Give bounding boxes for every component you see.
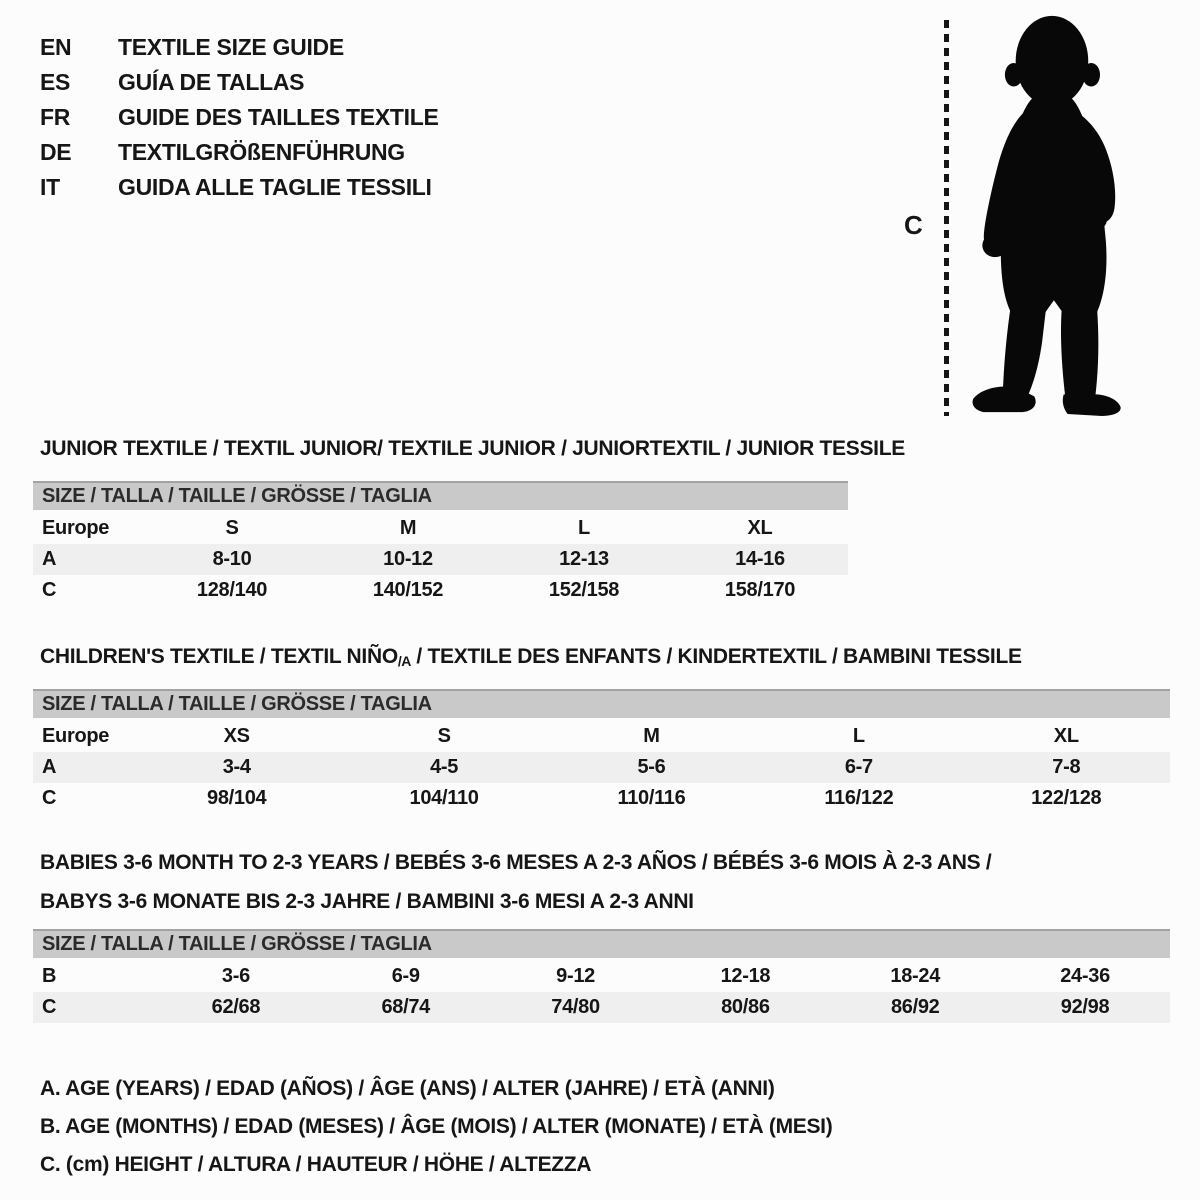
height-measure-dashed-line (944, 20, 949, 416)
table-row (33, 992, 1170, 1023)
table-row (33, 544, 848, 575)
section-title-junior: JUNIOR TEXTILE / TEXTIL JUNIOR/ TEXTILE JUNIOR / JUNIORTEXTIL / JUNIOR TESSILE (40, 437, 905, 460)
table-row (33, 961, 1170, 992)
table-cell: 10-12 (320, 544, 496, 575)
section-title-children (40, 645, 1022, 669)
table-cell: L (578, 517, 590, 539)
table-cell: 18-24 (890, 965, 941, 987)
table-cell: 62/68 (151, 992, 321, 1023)
table-cell: XL (747, 517, 773, 539)
section-title-children-main: CHILDREN'S TEXTILE / TEXTIL NIÑO (40, 645, 398, 668)
table-row (33, 752, 1170, 783)
language-row-en (40, 30, 439, 65)
table-cell: 6-9 (391, 965, 420, 987)
table-cell: A (33, 752, 133, 783)
table-cell: 24-36 (1060, 965, 1110, 987)
babies-size-table (33, 929, 1170, 1023)
table-cell: M (643, 725, 660, 747)
table-cell: C (42, 579, 57, 601)
table-cell: XS (223, 725, 250, 747)
guide-title: TEXTILE SIZE GUIDE (118, 34, 344, 60)
table-cell: 122/128 (1031, 787, 1102, 809)
table-cell: S (225, 517, 239, 539)
section-title-children-rest: / TEXTILE DES ENFANTS / KINDERTEXTIL / BAMBINI TESSILE (410, 645, 1022, 668)
language-row-es (40, 65, 439, 100)
table-cell: XL (1053, 725, 1079, 747)
table-cell: 128/140 (196, 579, 268, 601)
legend-line-a: A. AGE (YEARS) / EDAD (AÑOS) / ÂGE (ANS) / ALTER (JAHRE) / ETÀ (ANNI) (40, 1077, 775, 1100)
size-header-bar (33, 481, 848, 513)
table-cell: 104/110 (409, 787, 479, 809)
language-title-list (40, 30, 439, 205)
legend-line-b: B. AGE (MONTHS) / EDAD (MESES) / ÂGE (MOIS) / ALTER (MONATE) / ETÀ (MESI) (40, 1115, 833, 1138)
table-cell: 98/104 (207, 787, 267, 809)
size-header-label: SIZE / TALLA / TAILLE / GRÖSSE / TAGLIA (33, 929, 1170, 961)
height-measure-label: C (904, 210, 923, 240)
table-cell: 140/152 (372, 579, 444, 601)
table-cell: 8-10 (144, 544, 320, 575)
table-cell: Europe (42, 725, 110, 747)
toddler-silhouette-image (964, 12, 1136, 416)
size-header-label: SIZE / TALLA / TAILLE / GRÖSSE / TAGLIA (33, 689, 1170, 721)
table-row (33, 721, 1170, 752)
table-cell: 152/158 (548, 579, 620, 601)
size-header-bar (33, 929, 1170, 961)
language-code: IT (40, 174, 60, 200)
table-cell: 110/116 (617, 787, 686, 809)
table-cell: L (852, 725, 865, 747)
language-row-fr (40, 100, 439, 135)
table-cell: 92/98 (1000, 992, 1170, 1023)
table-cell: S (437, 725, 451, 747)
table-cell: A (33, 544, 144, 575)
table-cell: Europe (42, 517, 110, 539)
children-size-table (33, 689, 1170, 814)
table-cell: C (33, 992, 151, 1023)
section-title-babies-line1: BABIES 3-6 MONTH TO 2-3 YEARS / BEBÉS 3-6 MESES A 2-3 AÑOS / BÉBÉS 3-6 MOIS À 2-3 ANS / (40, 851, 992, 874)
table-cell: 80/86 (660, 992, 830, 1023)
legend-line-c: C. (cm) HEIGHT / ALTURA / HAUTEUR / HÖHE / ALTEZZA (40, 1153, 592, 1176)
table-cell: 116/122 (824, 787, 894, 809)
table-cell: 68/74 (321, 992, 491, 1023)
language-row-it (40, 170, 439, 205)
size-header-bar (33, 689, 1170, 721)
guide-title: GUIDA ALLE TAGLIE TESSILI (118, 174, 432, 200)
table-cell: 4-5 (340, 752, 547, 783)
section-title-babies-line2: BABYS 3-6 MONATE BIS 2-3 JAHRE / BAMBINI 3-6 MESI A 2-3 ANNI (40, 890, 694, 913)
section-title-babies (40, 843, 991, 921)
junior-size-table (33, 481, 848, 606)
language-code: DE (40, 139, 72, 165)
guide-title: GUÍA DE TALLAS (118, 69, 305, 95)
measurement-legend (40, 1070, 832, 1184)
language-row-de (40, 135, 439, 170)
table-cell: 9-12 (556, 965, 595, 987)
table-cell: 74/80 (491, 992, 661, 1023)
language-code: ES (40, 69, 71, 95)
guide-title: GUIDE DES TAILLES TEXTILE (118, 104, 439, 130)
table-cell: M (399, 517, 417, 539)
language-code: FR (40, 104, 71, 130)
table-cell: 86/92 (830, 992, 1000, 1023)
language-code: EN (40, 34, 72, 60)
table-cell: 12-18 (720, 965, 771, 987)
table-cell: 158/170 (724, 579, 796, 601)
table-cell: 3-4 (133, 752, 340, 783)
table-cell: 14-16 (672, 544, 848, 575)
table-cell: 5-6 (548, 752, 755, 783)
table-cell: 7-8 (963, 752, 1170, 783)
table-cell: 12-13 (496, 544, 672, 575)
table-row (33, 575, 848, 606)
guide-title: TEXTILGRÖßENFÜHRUNG (118, 139, 405, 165)
size-header-label: SIZE / TALLA / TAILLE / GRÖSSE / TAGLIA (33, 481, 848, 513)
table-cell: 3-6 (221, 965, 250, 987)
table-cell: 6-7 (755, 752, 962, 783)
table-row (33, 513, 848, 544)
section-title-children-sub: /A (397, 653, 411, 669)
table-cell: C (42, 787, 57, 809)
table-cell: B (42, 965, 57, 987)
table-row (33, 783, 1170, 814)
